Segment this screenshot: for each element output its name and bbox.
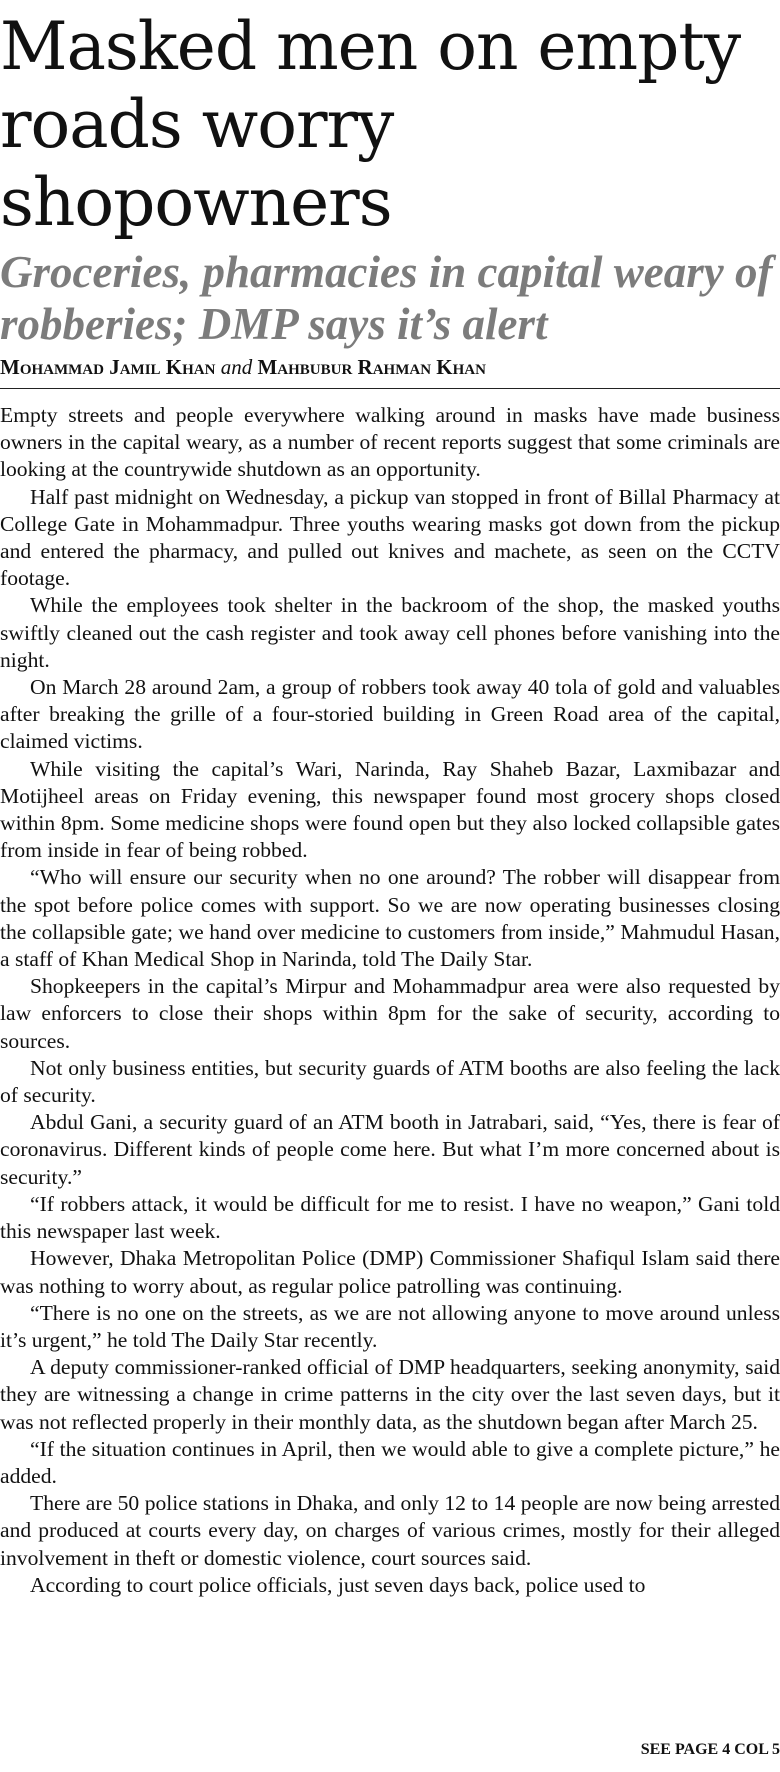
article-body (0, 389, 780, 1599)
paragraph-4: On March 28 around 2am, a group of robbers took away 40 tola of gold and valuables after breaking the grille of a four-storied building in Green Road area of the capital, claimed victims. (0, 675, 780, 754)
paragraph-7: Shopkeepers in the capital’s Mirpur and Mohammadpur area were also requested by law enforcers to close their shops within 8pm for the sake of security, according to sources. (0, 974, 780, 1053)
headline: Masked men on empty roads worry shopowners (0, 8, 741, 241)
byline (0, 350, 780, 380)
paragraph-9: Abdul Gani, a security guard of an ATM booth in Jatrabari, said, “Yes, there is fear of coronavirus. Different kinds of people come here. But what I’m more concerned about is security.” (0, 1110, 780, 1189)
paragraph-11: However, Dhaka Metropolitan Police (DMP) Commissioner Shafiqul Islam said there was nothing to worry about, as regular police patrolling was continuing. (0, 1246, 780, 1298)
subheadline: Groceries, pharmacies in capital weary of robberies; DMP says it’s alert (0, 247, 773, 349)
byline-author-2: Mahbubur Rahman Khan (257, 355, 486, 379)
paragraph-3: While the employees took shelter in the backroom of the shop, the masked youths swiftly cleaned out the cash register and took away cell phones before vanishing into the night. (0, 593, 780, 672)
paragraph-14: “If the situation continues in April, then we would able to give a complete picture,” he added. (0, 1436, 780, 1488)
paragraph-16: According to court police officials, just seven days back, police used to (30, 1572, 646, 1597)
paragraph-12: “There is no one on the streets, as we are not allowing anyone to move around unless it’s urgent,” he told The Daily Star recently. (0, 1300, 780, 1352)
paragraph-2: Half past midnight on Wednesday, a pickup van stopped in front of Billal Pharmacy at College Gate in Mohammadpur. Three youths wearing masks got down from the pickup and entered the pharmacy, and pulled out knives and machete, as seen on the CCTV footage. (0, 484, 780, 591)
paragraph-8: Not only business entities, but security guards of ATM booths are also feeling the lack of security. (0, 1055, 780, 1108)
paragraph-5: While visiting the capital’s Wari, Narinda, Ray Shaheb Bazar, Laxmibazar and Motijheel areas on Friday evening, this newspaper found most grocery shops closed within 8pm. Some medicine shops were found open but they also locked collapsible gates from inside in fear of being robbed. (0, 756, 780, 863)
paragraph-13: A deputy commissioner-ranked official of DMP headquarters, seeking anonymity, said they are witnessing a change in crime patterns in the city over the last seven days, but it was not reflected properly in their monthly data, as the shutdown began after March 25. (0, 1355, 780, 1434)
paragraph-15: There are 50 police stations in Dhaka, and only 12 to 14 people are now being arrested and produced at courts every day, on charges of various crimes, mostly for their alleged involvement in theft or domestic violence, court sources said. (0, 1491, 780, 1570)
byline-author-1: Mohammad Jamil Khan (0, 355, 216, 379)
paragraph-6: “Who will ensure our security when no one around? The robber will disappear from the spot before police comes with support. So we are now operating businesses closing the collapsible gate; we hand over medicine to customers from inside,” Mahmudul Hasan, a staff of Khan Medical Shop in Narinda, told The Daily Star. (0, 865, 780, 972)
paragraph-10: “If robbers attack, it would be difficult for me to resist. I have no weapon,” Gani told this newspaper last week. (0, 1191, 780, 1244)
continued-on-page-link[interactable]: SEE PAGE 4 COL 5 (640, 1741, 780, 1758)
paragraph-1: Empty streets and people everywhere walking around in masks have made business owners in the capital weary, as a number of recent reports suggest that some criminals are looking at the countrywide shutdown as an opportunity. (0, 403, 780, 482)
byline-conjunction: and (220, 355, 253, 379)
